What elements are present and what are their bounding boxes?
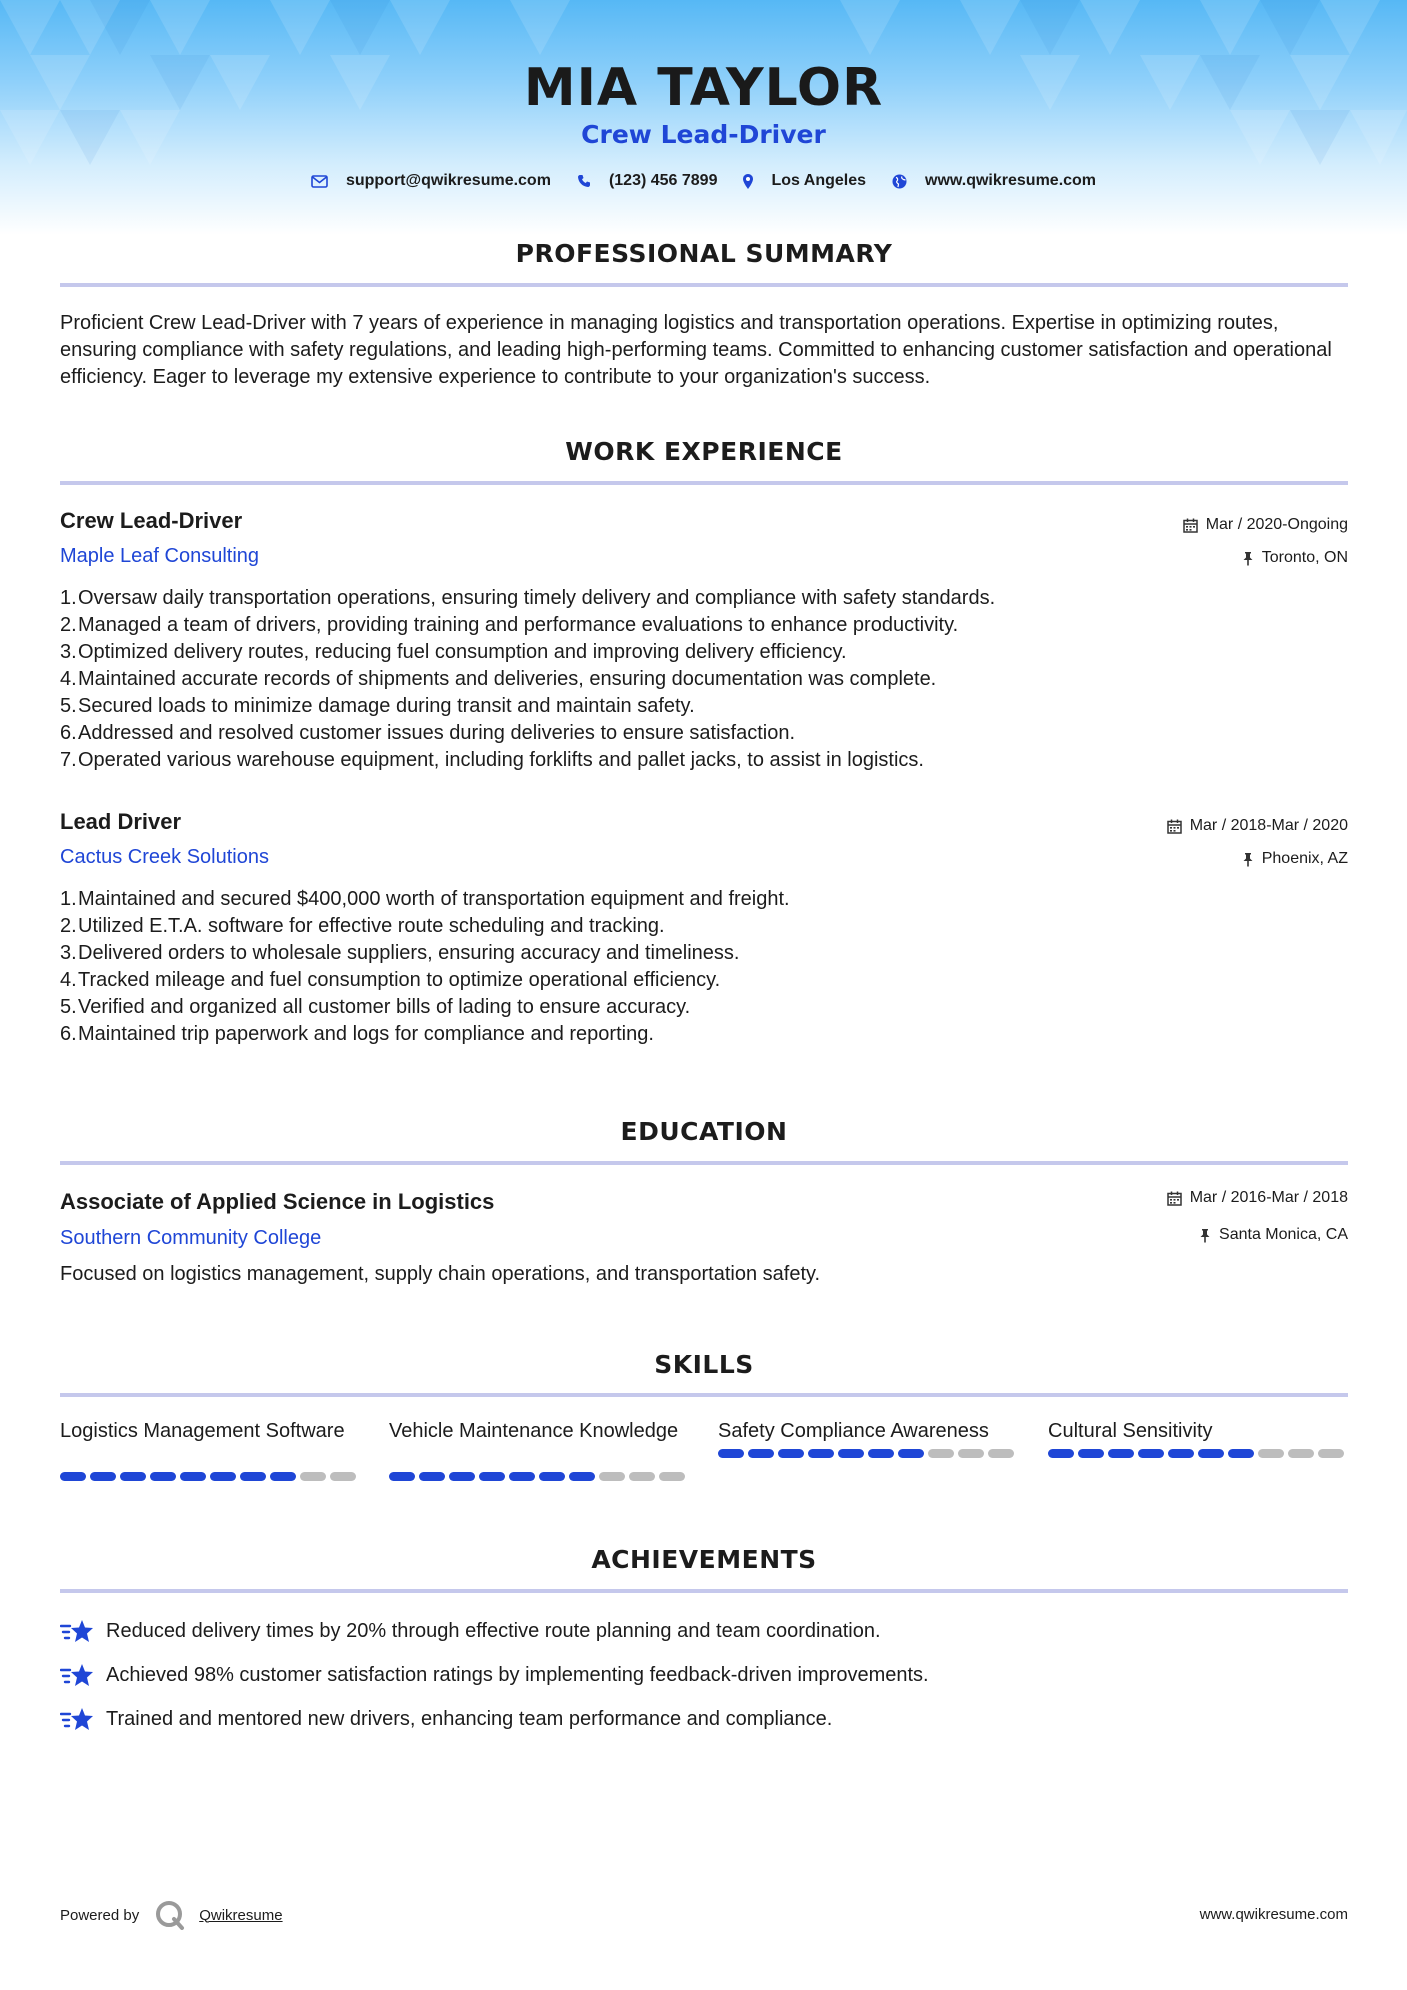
achievement-item [60, 1705, 832, 1733]
skill-item [718, 1418, 1018, 1458]
skill-segment-filled [449, 1472, 475, 1481]
experience-heading: WORK EXPERIENCE [565, 437, 843, 466]
skill-segment-filled [509, 1472, 535, 1481]
list-item: 7. Operated various warehouse equipment, including forklifts and pallet jacks, to assist in logistics. [60, 749, 924, 771]
calendar-icon [1167, 819, 1182, 834]
achievement-text: Achieved 98% customer satisfaction ratings by implementing feedback-driven improvements. [106, 1663, 929, 1686]
job-location [1242, 549, 1348, 567]
skills-divider [60, 1393, 1348, 1397]
job-title: Lead Driver [60, 809, 182, 834]
skill-segment-filled [539, 1472, 565, 1481]
skill-item [389, 1418, 689, 1481]
job-location-text: Phoenix, AZ [1261, 850, 1348, 867]
contact-phone[interactable] [577, 172, 718, 190]
skill-segment-filled [120, 1472, 146, 1481]
achievement-text: Reduced delivery times by 20% through effective route planning and team coordination. [106, 1619, 881, 1642]
list-item: 2. Managed a team of drivers, providing training and performance evaluations to enhance productivity. [60, 614, 959, 636]
summary-divider [60, 283, 1348, 287]
achievements-heading: ACHIEVEMENTS [591, 1545, 817, 1574]
school-name[interactable]: Southern Community College [60, 1227, 322, 1249]
skill-level-bar [718, 1449, 1018, 1458]
list-item: 6. Addressed and resolved customer issues during deliveries to ensure satisfaction. [60, 722, 796, 744]
skill-segment-filled [808, 1449, 834, 1458]
job-dates-text: Mar / 2018-Mar / 2020 [1189, 817, 1348, 834]
job-dates [1167, 817, 1348, 835]
footer-website[interactable]: www.qwikresume.com [1199, 1906, 1348, 1923]
candidate-role: Crew Lead-Driver [581, 120, 826, 149]
contact-bar [0, 172, 1407, 190]
skill-segment-filled [419, 1472, 445, 1481]
skill-segment-empty [1258, 1449, 1284, 1458]
list-item: 1. Maintained and secured $400,000 worth of transportation equipment and freight. [60, 888, 790, 910]
skill-name: Logistics Management Software [60, 1420, 345, 1442]
skill-segment-empty [1288, 1449, 1314, 1458]
skill-segment-filled [1198, 1449, 1224, 1458]
contact-location [743, 172, 866, 190]
job-location [1242, 850, 1348, 868]
skill-segment-filled [868, 1449, 894, 1458]
powered-by-label: Powered by [60, 1906, 140, 1924]
job-dates [1183, 516, 1348, 534]
star-icon [60, 1705, 94, 1733]
job-location-text: Toronto, ON [1261, 549, 1348, 566]
skill-item [60, 1418, 360, 1481]
education-description: Focused on logistics management, supply chain operations, and transportation safety. [60, 1263, 821, 1285]
summary-text: Proficient Crew Lead-Driver with 7 years of experience in managing logistics and transportation operations. Expertise in optimizing routes, ensuring compliance with safety regulations, and leading high-performing teams. Committed to enhancing customer satisfaction and operational efficiency. Eager to leverage my extensive experience to contribute to your organization's success. [60, 312, 1332, 388]
education-location [1199, 1226, 1348, 1244]
job-dates-text: Mar / 2020-Ongoing [1205, 516, 1348, 533]
contact-location-text: Los Angeles [771, 172, 867, 189]
contact-phone-text: (123) 456 7899 [608, 172, 718, 189]
skill-segment-empty [300, 1472, 326, 1481]
skill-level-bar [389, 1472, 689, 1481]
skill-segment-empty [599, 1472, 625, 1481]
envelope-icon [311, 175, 328, 188]
skill-segment-filled [240, 1472, 266, 1481]
skill-segment-filled [1048, 1449, 1074, 1458]
skill-segment-filled [90, 1472, 116, 1481]
achievement-text: Trained and mentored new drivers, enhancing team performance and compliance. [106, 1707, 833, 1730]
experience-divider [60, 481, 1348, 485]
degree-title: Associate of Applied Science in Logistics [60, 1189, 495, 1214]
skill-segment-filled [180, 1472, 206, 1481]
pushpin-icon [1242, 852, 1254, 867]
skill-segment-filled [270, 1472, 296, 1481]
list-item: 5. Verified and organized all customer bills of lading to ensure accuracy. [60, 996, 691, 1018]
calendar-icon [1183, 518, 1198, 533]
skill-segment-filled [778, 1449, 804, 1458]
list-item: 3. Optimized delivery routes, reducing fuel consumption and improving delivery efficiency. [60, 641, 847, 663]
skill-name: Vehicle Maintenance Knowledge [389, 1420, 679, 1442]
skill-name: Cultural Sensitivity [1048, 1420, 1213, 1442]
star-icon [60, 1617, 94, 1645]
skill-segment-filled [1168, 1449, 1194, 1458]
skill-segment-filled [718, 1449, 744, 1458]
education-dates-text: Mar / 2016-Mar / 2018 [1189, 1189, 1348, 1206]
pushpin-icon [1242, 551, 1254, 566]
list-item: 5. Secured loads to minimize damage during transit and maintain safety. [60, 695, 695, 717]
list-item: 3. Delivered orders to wholesale suppliers, ensuring accuracy and timeliness. [60, 942, 740, 964]
job-responsibilities [60, 886, 1348, 1048]
skill-segment-filled [479, 1472, 505, 1481]
skill-segment-empty [988, 1449, 1014, 1458]
skill-segment-filled [60, 1472, 86, 1481]
qwikresume-link[interactable]: Qwikresume [199, 1906, 283, 1924]
job-title: Crew Lead-Driver [60, 508, 243, 533]
list-item: 1. Oversaw daily transportation operations, ensuring timely delivery and compliance with safety standards. [60, 587, 996, 609]
skill-segment-filled [1078, 1449, 1104, 1458]
skill-segment-filled [838, 1449, 864, 1458]
skill-segment-filled [210, 1472, 236, 1481]
list-item: 2. Utilized E.T.A. software for effective route scheduling and tracking. [60, 915, 665, 937]
list-item: 4. Maintained accurate records of shipments and deliveries, ensuring documentation was complete. [60, 668, 937, 690]
map-pin-icon [743, 174, 753, 189]
candidate-name: MIA TAYLOR [523, 58, 884, 118]
skill-segment-empty [928, 1449, 954, 1458]
skill-segment-empty [958, 1449, 984, 1458]
job-company[interactable]: Cactus Creek Solutions [60, 846, 269, 868]
education-dates [1167, 1189, 1348, 1207]
skill-segment-empty [659, 1472, 685, 1481]
achievements-divider [60, 1589, 1348, 1593]
skills-heading: SKILLS [654, 1350, 754, 1379]
star-icon [60, 1661, 94, 1689]
skill-item [1048, 1418, 1348, 1458]
skill-segment-filled [150, 1472, 176, 1481]
qwikresume-logo-icon [155, 1900, 185, 1930]
skill-segment-filled [1108, 1449, 1134, 1458]
job-company[interactable]: Maple Leaf Consulting [60, 545, 260, 567]
phone-icon [577, 174, 591, 188]
pushpin-icon [1199, 1228, 1211, 1243]
contact-website-text: www.qwikresume.com [925, 172, 1097, 189]
calendar-icon [1167, 1191, 1182, 1206]
skill-segment-empty [1318, 1449, 1344, 1458]
achievement-item [60, 1661, 929, 1689]
job-responsibilities [60, 585, 1348, 774]
education-location-text: Santa Monica, CA [1219, 1226, 1348, 1243]
skill-segment-filled [389, 1472, 415, 1481]
contact-email[interactable] [311, 172, 551, 190]
list-item: 4. Tracked mileage and fuel consumption to optimize operational efficiency. [60, 969, 721, 991]
skill-segment-empty [629, 1472, 655, 1481]
education-divider [60, 1161, 1348, 1165]
list-item: 6. Maintained trip paperwork and logs for compliance and reporting. [60, 1023, 654, 1045]
resume-header [0, 0, 1407, 235]
contact-email-text: support@qwikresume.com [345, 172, 551, 189]
skill-segment-filled [898, 1449, 924, 1458]
contact-website[interactable] [892, 172, 1096, 190]
skill-level-bar [60, 1472, 360, 1481]
skill-segment-filled [748, 1449, 774, 1458]
summary-heading: PROFESSIONAL SUMMARY [515, 239, 893, 268]
education-heading: EDUCATION [620, 1117, 788, 1146]
skill-segment-filled [1228, 1449, 1254, 1458]
skill-segment-filled [569, 1472, 595, 1481]
globe-icon [892, 174, 907, 189]
achievement-item [60, 1617, 881, 1645]
skill-segment-filled [1138, 1449, 1164, 1458]
skill-segment-empty [330, 1472, 356, 1481]
skill-level-bar [1048, 1449, 1348, 1458]
skill-name: Safety Compliance Awareness [718, 1420, 989, 1442]
footer-powered-by [60, 1900, 283, 1930]
